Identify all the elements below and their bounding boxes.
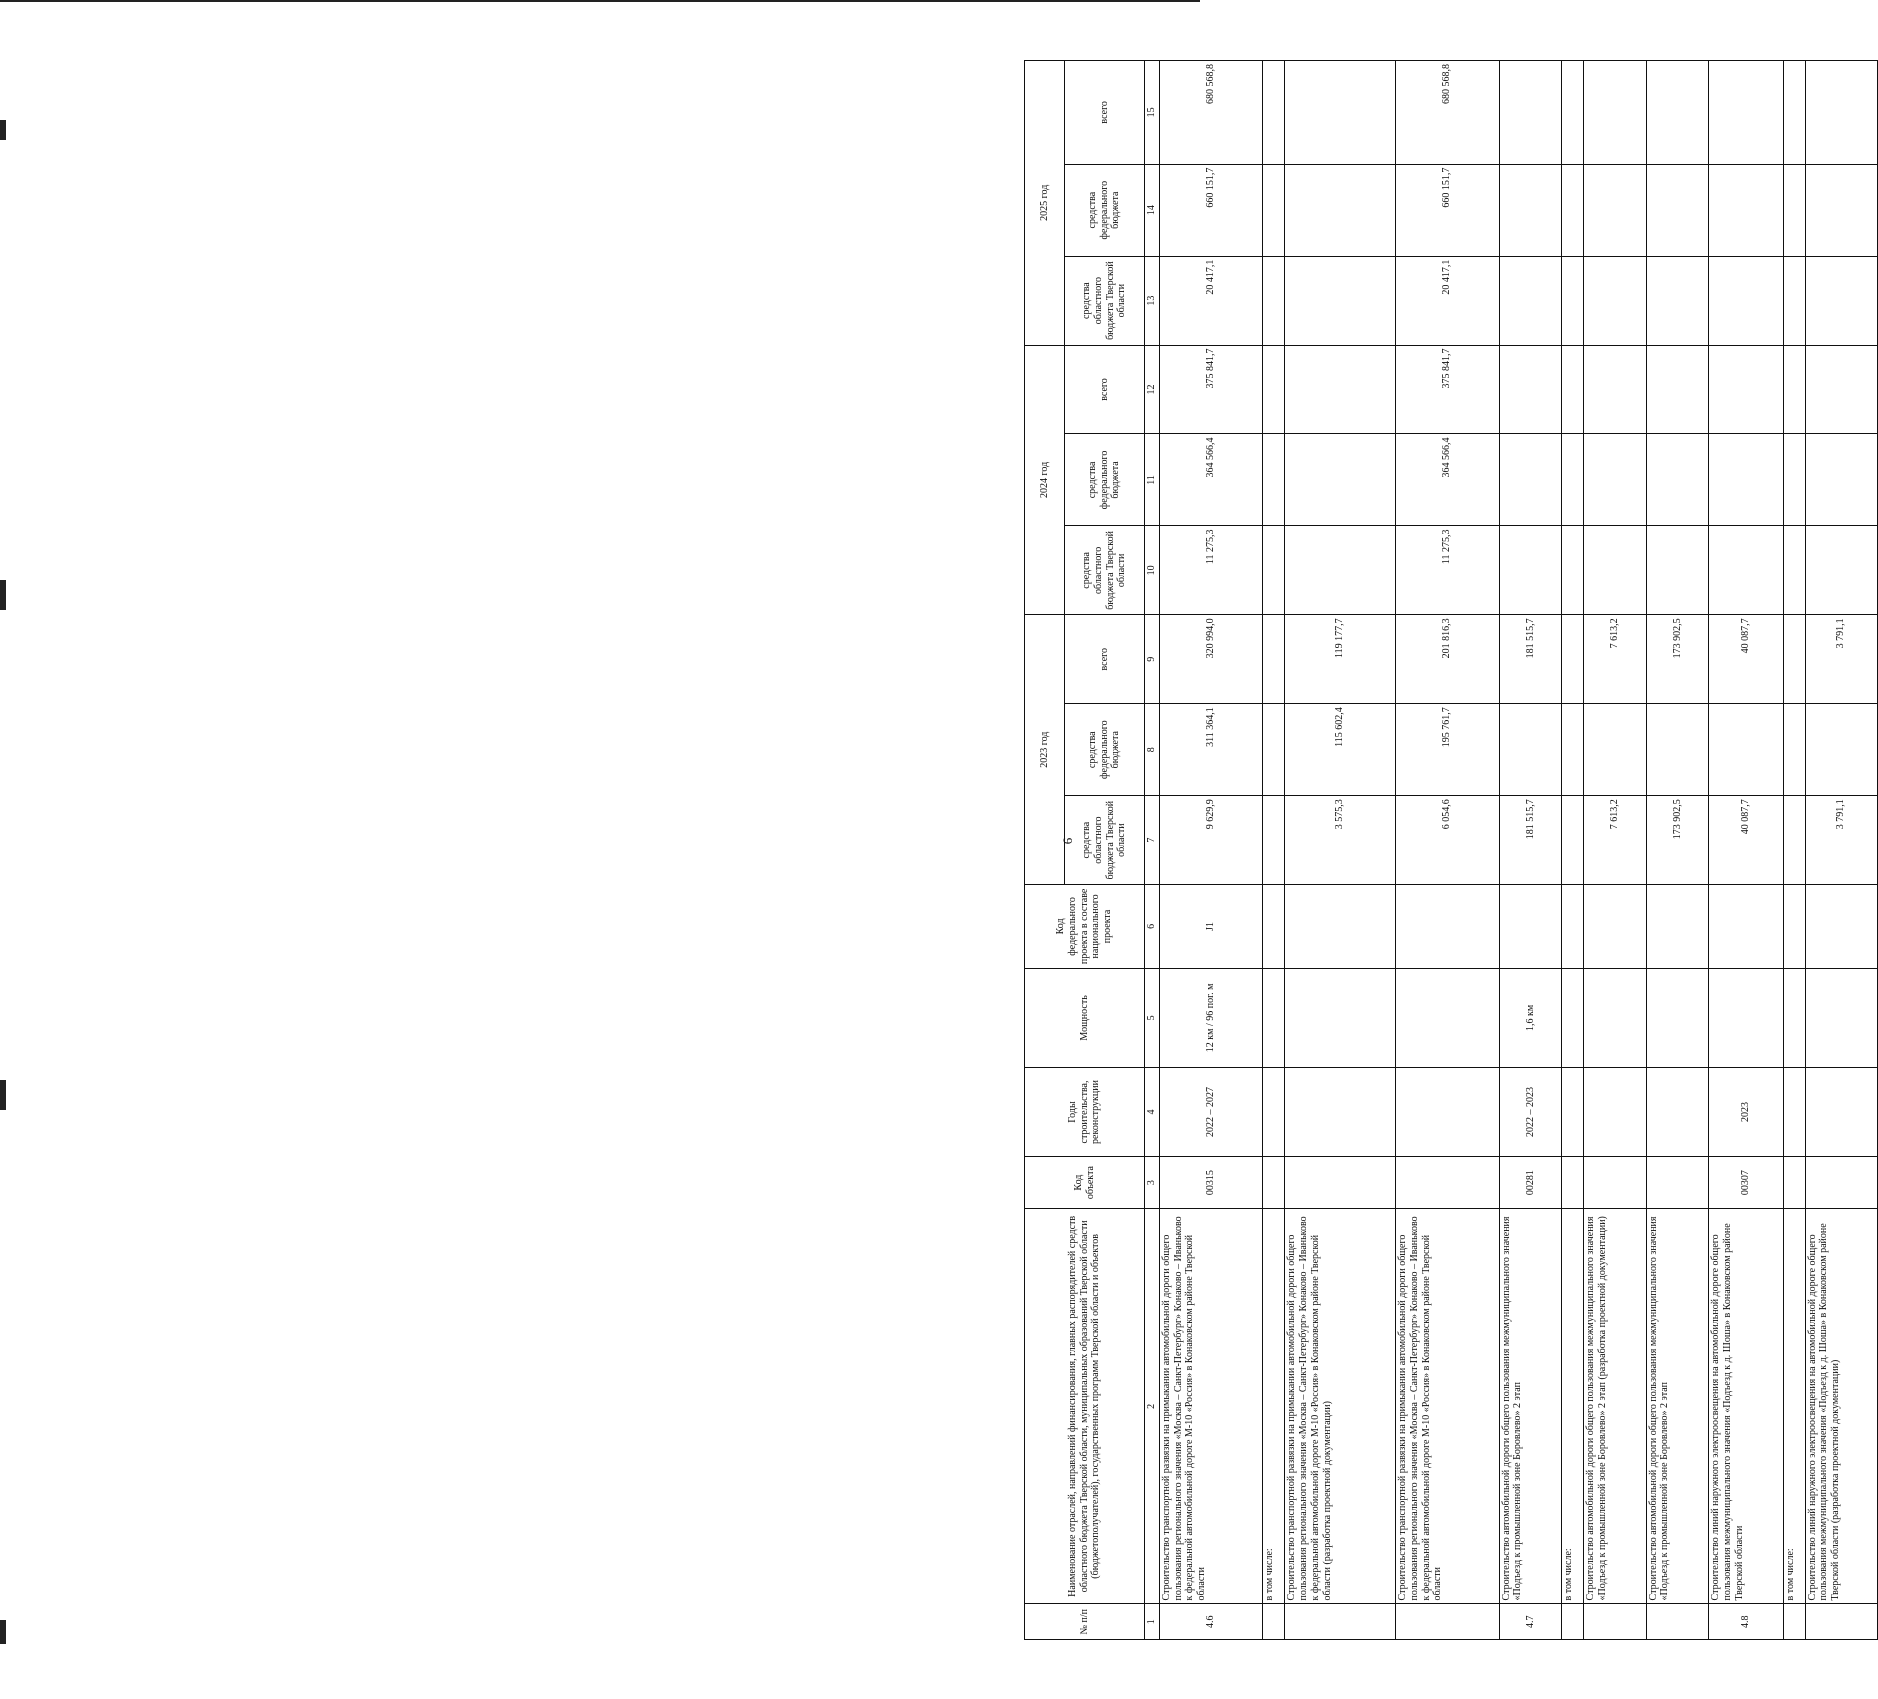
scan-mark bbox=[0, 120, 6, 140]
column-number: 14 bbox=[1145, 164, 1160, 256]
cell-total-2025 bbox=[1583, 61, 1646, 165]
cell-fed-code bbox=[1783, 885, 1805, 969]
cell-regional-2025 bbox=[1646, 256, 1709, 345]
cell-name: Строительство автомобильной дороги общего пользования межмуниципального значения «Подъезд к промышленной зоне Боровлево» 2 этап bbox=[1646, 1209, 1709, 1604]
header-year-2025: 2025 год bbox=[1025, 61, 1065, 346]
cell-total-2025 bbox=[1709, 61, 1784, 165]
cell-federal-2025 bbox=[1499, 164, 1562, 256]
cell-years bbox=[1805, 1068, 1877, 1157]
cell-federal-2023 bbox=[1562, 704, 1584, 796]
cell-years: 2023 bbox=[1709, 1068, 1784, 1157]
cell-no bbox=[1263, 1604, 1285, 1640]
cell-federal-2023: 115 602,4 bbox=[1285, 704, 1396, 796]
cell-regional-2023: 3 575,3 bbox=[1285, 796, 1396, 885]
header-code: Код объекта bbox=[1025, 1156, 1145, 1208]
cell-federal-2023: 195 761,7 bbox=[1395, 704, 1499, 796]
header-regional-2023: средства областного бюджета Тверской области bbox=[1065, 796, 1145, 885]
cell-total-2023: 119 177,7 bbox=[1285, 615, 1396, 704]
cell-code bbox=[1285, 1156, 1396, 1208]
cell-years bbox=[1783, 1068, 1805, 1157]
column-number: 1 bbox=[1145, 1604, 1160, 1640]
cell-name: Строительство транспортной развязки на примыкании автомобильной дороги общего пользования регионального значения «Москва – Санкт-Петербург» Конаково – Иваньково к федеральной автомобильной дороге М-10 «Россия» в Конаковском районе Тверской области (разработка проектной документации) bbox=[1285, 1209, 1396, 1604]
cell-regional-2024 bbox=[1499, 526, 1562, 615]
cell-regional-2024 bbox=[1562, 526, 1584, 615]
scan-mark bbox=[0, 1080, 6, 1110]
cell-total-2025: 680 568,8 bbox=[1395, 61, 1499, 165]
cell-regional-2024 bbox=[1263, 526, 1285, 615]
cell-total-2024 bbox=[1285, 345, 1396, 434]
cell-total-2024 bbox=[1783, 345, 1805, 434]
cell-capacity bbox=[1562, 968, 1584, 1067]
cell-federal-2025 bbox=[1805, 164, 1877, 256]
cell-regional-2025 bbox=[1583, 256, 1646, 345]
cell-total-2024 bbox=[1709, 345, 1784, 434]
cell-code bbox=[1805, 1156, 1877, 1208]
header-total-2025: всего bbox=[1065, 61, 1145, 165]
header-capacity: Мощность bbox=[1025, 968, 1145, 1067]
header-federal-2024: средства федерального бюджета bbox=[1065, 434, 1145, 526]
table-row bbox=[1805, 61, 1877, 1640]
column-number: 15 bbox=[1145, 61, 1160, 165]
column-number: 10 bbox=[1145, 526, 1160, 615]
cell-total-2025 bbox=[1805, 61, 1877, 165]
cell-federal-2024 bbox=[1783, 434, 1805, 526]
scan-mark bbox=[0, 1620, 6, 1644]
cell-regional-2025 bbox=[1709, 256, 1784, 345]
table-row bbox=[1263, 61, 1285, 1640]
column-number: 12 bbox=[1145, 345, 1160, 434]
cell-total-2025 bbox=[1783, 61, 1805, 165]
cell-no: 4.6 bbox=[1159, 1604, 1263, 1640]
header-no: № п/п bbox=[1025, 1604, 1145, 1640]
cell-regional-2024 bbox=[1709, 526, 1784, 615]
cell-total-2023: 173 902,5 bbox=[1646, 615, 1709, 704]
cell-regional-2024 bbox=[1646, 526, 1709, 615]
header-year-2023: 2023 год bbox=[1025, 615, 1065, 885]
cell-name: Строительство автомобильной дороги общего пользования межмуниципального значения «Подъезд к промышленной зоне Боровлево» 2 этап bbox=[1499, 1209, 1562, 1604]
cell-total-2024 bbox=[1562, 345, 1584, 434]
cell-capacity bbox=[1395, 968, 1499, 1067]
header-years: Годы строительства, реконструкции bbox=[1025, 1068, 1145, 1157]
cell-total-2024 bbox=[1583, 345, 1646, 434]
cell-code bbox=[1395, 1156, 1499, 1208]
cell-name: Строительство автомобильной дороги общего пользования межмуниципального значения «Подъезд к промышленной зоне Боровлево» 2 этап (разработка проектной документации) bbox=[1583, 1209, 1646, 1604]
cell-fed-code bbox=[1285, 885, 1396, 969]
cell-code bbox=[1263, 1156, 1285, 1208]
cell-total-2023: 201 816,3 bbox=[1395, 615, 1499, 704]
header-regional-2024: средства областного бюджета Тверской области bbox=[1065, 526, 1145, 615]
cell-code: 00307 bbox=[1709, 1156, 1784, 1208]
table-row bbox=[1646, 61, 1709, 1640]
cell-fed-code: J1 bbox=[1159, 885, 1263, 969]
cell-code: 00315 bbox=[1159, 1156, 1263, 1208]
cell-total-2025 bbox=[1562, 61, 1584, 165]
cell-federal-2024 bbox=[1499, 434, 1562, 526]
cell-regional-2025: 20 417,1 bbox=[1395, 256, 1499, 345]
cell-total-2023 bbox=[1562, 615, 1584, 704]
cell-code: 00281 bbox=[1499, 1156, 1562, 1208]
cell-total-2025 bbox=[1263, 61, 1285, 165]
cell-years bbox=[1263, 1068, 1285, 1157]
column-number: 13 bbox=[1145, 256, 1160, 345]
cell-federal-2024: 364 566,4 bbox=[1395, 434, 1499, 526]
cell-federal-2024 bbox=[1805, 434, 1877, 526]
cell-no: 4.8 bbox=[1709, 1604, 1784, 1640]
cell-total-2023: 40 087,7 bbox=[1709, 615, 1784, 704]
table-row bbox=[1499, 61, 1562, 1640]
cell-code bbox=[1646, 1156, 1709, 1208]
cell-capacity bbox=[1285, 968, 1396, 1067]
cell-name: Строительство транспортной развязки на примыкании автомобильной дороги общего пользования регионального значения «Москва – Санкт-Петербург» Конаково – Иваньково к федеральной автомобильной дороге М-10 «Россия» в Конаковском районе Тверской области bbox=[1159, 1209, 1263, 1604]
budget-table bbox=[1024, 60, 1878, 1640]
cell-regional-2025 bbox=[1263, 256, 1285, 345]
cell-federal-2025 bbox=[1562, 164, 1584, 256]
cell-total-2024 bbox=[1646, 345, 1709, 434]
cell-total-2024 bbox=[1805, 345, 1877, 434]
header-fed-code: Код федерального проекта в составе национального проекта bbox=[1025, 885, 1145, 969]
cell-years bbox=[1285, 1068, 1396, 1157]
cell-capacity: 1,6 км bbox=[1499, 968, 1562, 1067]
cell-capacity bbox=[1263, 968, 1285, 1067]
cell-total-2025 bbox=[1285, 61, 1396, 165]
cell-no bbox=[1395, 1604, 1499, 1640]
cell-capacity: 12 км / 96 пог. м bbox=[1159, 968, 1263, 1067]
cell-federal-2023 bbox=[1646, 704, 1709, 796]
cell-regional-2024 bbox=[1285, 526, 1396, 615]
cell-total-2023: 181 515,7 bbox=[1499, 615, 1562, 704]
cell-code bbox=[1783, 1156, 1805, 1208]
page-number: 6 bbox=[1060, 837, 1075, 845]
cell-fed-code bbox=[1805, 885, 1877, 969]
cell-fed-code bbox=[1395, 885, 1499, 969]
column-number: 7 bbox=[1145, 796, 1160, 885]
cell-regional-2025 bbox=[1285, 256, 1396, 345]
cell-regional-2024: 11 275,3 bbox=[1395, 526, 1499, 615]
rotated-table-container bbox=[1024, 60, 1878, 1640]
column-number: 6 bbox=[1145, 885, 1160, 969]
cell-name: в том числе: bbox=[1263, 1209, 1285, 1604]
cell-regional-2023: 40 087,7 bbox=[1709, 796, 1784, 885]
cell-federal-2024: 364 566,4 bbox=[1159, 434, 1263, 526]
cell-total-2025 bbox=[1499, 61, 1562, 165]
cell-federal-2023 bbox=[1805, 704, 1877, 796]
cell-capacity bbox=[1646, 968, 1709, 1067]
cell-total-2024 bbox=[1263, 345, 1285, 434]
cell-federal-2024 bbox=[1709, 434, 1784, 526]
header-federal-2023: средства федерального бюджета bbox=[1065, 704, 1145, 796]
header-total-2023: всего bbox=[1065, 615, 1145, 704]
cell-regional-2024: 11 275,3 bbox=[1159, 526, 1263, 615]
cell-total-2024: 375 841,7 bbox=[1159, 345, 1263, 434]
column-number: 11 bbox=[1145, 434, 1160, 526]
column-number: 9 bbox=[1145, 615, 1160, 704]
cell-capacity bbox=[1805, 968, 1877, 1067]
cell-federal-2024 bbox=[1562, 434, 1584, 526]
cell-code bbox=[1562, 1156, 1584, 1208]
header-total-2024: всего bbox=[1065, 345, 1145, 434]
cell-regional-2023: 173 902,5 bbox=[1646, 796, 1709, 885]
cell-name: Строительство линий наружного электроосвещения на автомобильной дороге общего пользования межмуниципального значения «Подъезд к д. Шоша» в Конаковском районе Тверской области (разработка проектной документации) bbox=[1805, 1209, 1877, 1604]
cell-federal-2024 bbox=[1263, 434, 1285, 526]
cell-regional-2023: 9 629,9 bbox=[1159, 796, 1263, 885]
cell-federal-2023 bbox=[1263, 704, 1285, 796]
cell-federal-2025 bbox=[1263, 164, 1285, 256]
cell-federal-2025 bbox=[1646, 164, 1709, 256]
cell-code bbox=[1583, 1156, 1646, 1208]
cell-federal-2024 bbox=[1583, 434, 1646, 526]
cell-total-2025 bbox=[1646, 61, 1709, 165]
cell-name: Строительство линий наружного электроосвещения на автомобильной дороге общего пользования межмуниципального значения «Подъезд к д. Шоша» в Конаковском районе Тверской области bbox=[1709, 1209, 1784, 1604]
cell-years bbox=[1583, 1068, 1646, 1157]
table-row bbox=[1285, 61, 1396, 1640]
cell-total-2023 bbox=[1783, 615, 1805, 704]
cell-years bbox=[1562, 1068, 1584, 1157]
cell-total-2023 bbox=[1263, 615, 1285, 704]
cell-name: Строительство транспортной развязки на примыкании автомобильной дороги общего пользования регионального значения «Москва – Санкт-Петербург» Конаково – Иваньково к федеральной автомобильной дороге М-10 «Россия» в Конаковском районе Тверской области bbox=[1395, 1209, 1499, 1604]
cell-capacity bbox=[1709, 968, 1784, 1067]
column-number: 3 bbox=[1145, 1156, 1160, 1208]
cell-total-2024 bbox=[1499, 345, 1562, 434]
cell-regional-2023: 7 613,2 bbox=[1583, 796, 1646, 885]
cell-capacity bbox=[1583, 968, 1646, 1067]
cell-federal-2023 bbox=[1583, 704, 1646, 796]
cell-federal-2025 bbox=[1285, 164, 1396, 256]
column-number: 5 bbox=[1145, 968, 1160, 1067]
table-row bbox=[1395, 61, 1499, 1640]
cell-federal-2023 bbox=[1499, 704, 1562, 796]
cell-fed-code bbox=[1646, 885, 1709, 969]
cell-federal-2025: 660 151,7 bbox=[1159, 164, 1263, 256]
cell-federal-2025 bbox=[1709, 164, 1784, 256]
cell-total-2023: 3 791,1 bbox=[1805, 615, 1877, 704]
scan-top-border bbox=[0, 0, 1200, 2]
cell-years: 2022 – 2027 bbox=[1159, 1068, 1263, 1157]
header-regional-2025: средства областного бюджета Тверской области bbox=[1065, 256, 1145, 345]
cell-name: в том числе: bbox=[1783, 1209, 1805, 1604]
cell-no bbox=[1562, 1604, 1584, 1640]
cell-federal-2025 bbox=[1783, 164, 1805, 256]
cell-regional-2025 bbox=[1499, 256, 1562, 345]
table-row bbox=[1562, 61, 1584, 1640]
cell-no: 4.7 bbox=[1499, 1604, 1562, 1640]
cell-regional-2025 bbox=[1562, 256, 1584, 345]
cell-no bbox=[1805, 1604, 1877, 1640]
cell-regional-2023: 6 054,6 bbox=[1395, 796, 1499, 885]
cell-regional-2023 bbox=[1562, 796, 1584, 885]
cell-federal-2023: 311 364,1 bbox=[1159, 704, 1263, 796]
cell-regional-2025 bbox=[1783, 256, 1805, 345]
cell-no bbox=[1285, 1604, 1396, 1640]
header-name: Наименование отраслей, направлений финансирования, главных распорядителей средств областного бюджета Тверской области, муниципальных образований Тверской области (бюджетополучателей), государственных программ Тверской области и объектов bbox=[1025, 1209, 1145, 1604]
cell-fed-code bbox=[1583, 885, 1646, 969]
cell-capacity bbox=[1783, 968, 1805, 1067]
column-number: 2 bbox=[1145, 1209, 1160, 1604]
cell-regional-2024 bbox=[1783, 526, 1805, 615]
cell-regional-2024 bbox=[1583, 526, 1646, 615]
header-federal-2025: средства федерального бюджета bbox=[1065, 164, 1145, 256]
table-body bbox=[1159, 61, 1877, 1640]
cell-regional-2025: 20 417,1 bbox=[1159, 256, 1263, 345]
cell-fed-code bbox=[1263, 885, 1285, 969]
cell-federal-2023 bbox=[1783, 704, 1805, 796]
cell-fed-code bbox=[1562, 885, 1584, 969]
table-row bbox=[1583, 61, 1646, 1640]
cell-regional-2023: 3 791,1 bbox=[1805, 796, 1877, 885]
cell-total-2023: 7 613,2 bbox=[1583, 615, 1646, 704]
cell-fed-code bbox=[1499, 885, 1562, 969]
cell-regional-2024 bbox=[1805, 526, 1877, 615]
cell-no bbox=[1646, 1604, 1709, 1640]
cell-regional-2023 bbox=[1263, 796, 1285, 885]
cell-federal-2025 bbox=[1583, 164, 1646, 256]
cell-federal-2024 bbox=[1646, 434, 1709, 526]
cell-no bbox=[1783, 1604, 1805, 1640]
cell-fed-code bbox=[1709, 885, 1784, 969]
cell-total-2023: 320 994,0 bbox=[1159, 615, 1263, 704]
cell-no bbox=[1583, 1604, 1646, 1640]
cell-years: 2022 – 2023 bbox=[1499, 1068, 1562, 1157]
cell-years bbox=[1395, 1068, 1499, 1157]
cell-years bbox=[1646, 1068, 1709, 1157]
cell-federal-2025: 660 151,7 bbox=[1395, 164, 1499, 256]
column-number: 8 bbox=[1145, 704, 1160, 796]
cell-regional-2023: 181 515,7 bbox=[1499, 796, 1562, 885]
cell-total-2024: 375 841,7 bbox=[1395, 345, 1499, 434]
column-number: 4 bbox=[1145, 1068, 1160, 1157]
header-year-2024: 2024 год bbox=[1025, 345, 1065, 615]
cell-federal-2023 bbox=[1709, 704, 1784, 796]
scan-mark bbox=[0, 580, 6, 610]
table-row bbox=[1709, 61, 1784, 1640]
cell-federal-2024 bbox=[1285, 434, 1396, 526]
table-row bbox=[1159, 61, 1263, 1640]
cell-name: в том числе: bbox=[1562, 1209, 1584, 1604]
cell-regional-2025 bbox=[1805, 256, 1877, 345]
cell-regional-2023 bbox=[1783, 796, 1805, 885]
table-row bbox=[1783, 61, 1805, 1640]
cell-total-2025: 680 568,8 bbox=[1159, 61, 1263, 165]
